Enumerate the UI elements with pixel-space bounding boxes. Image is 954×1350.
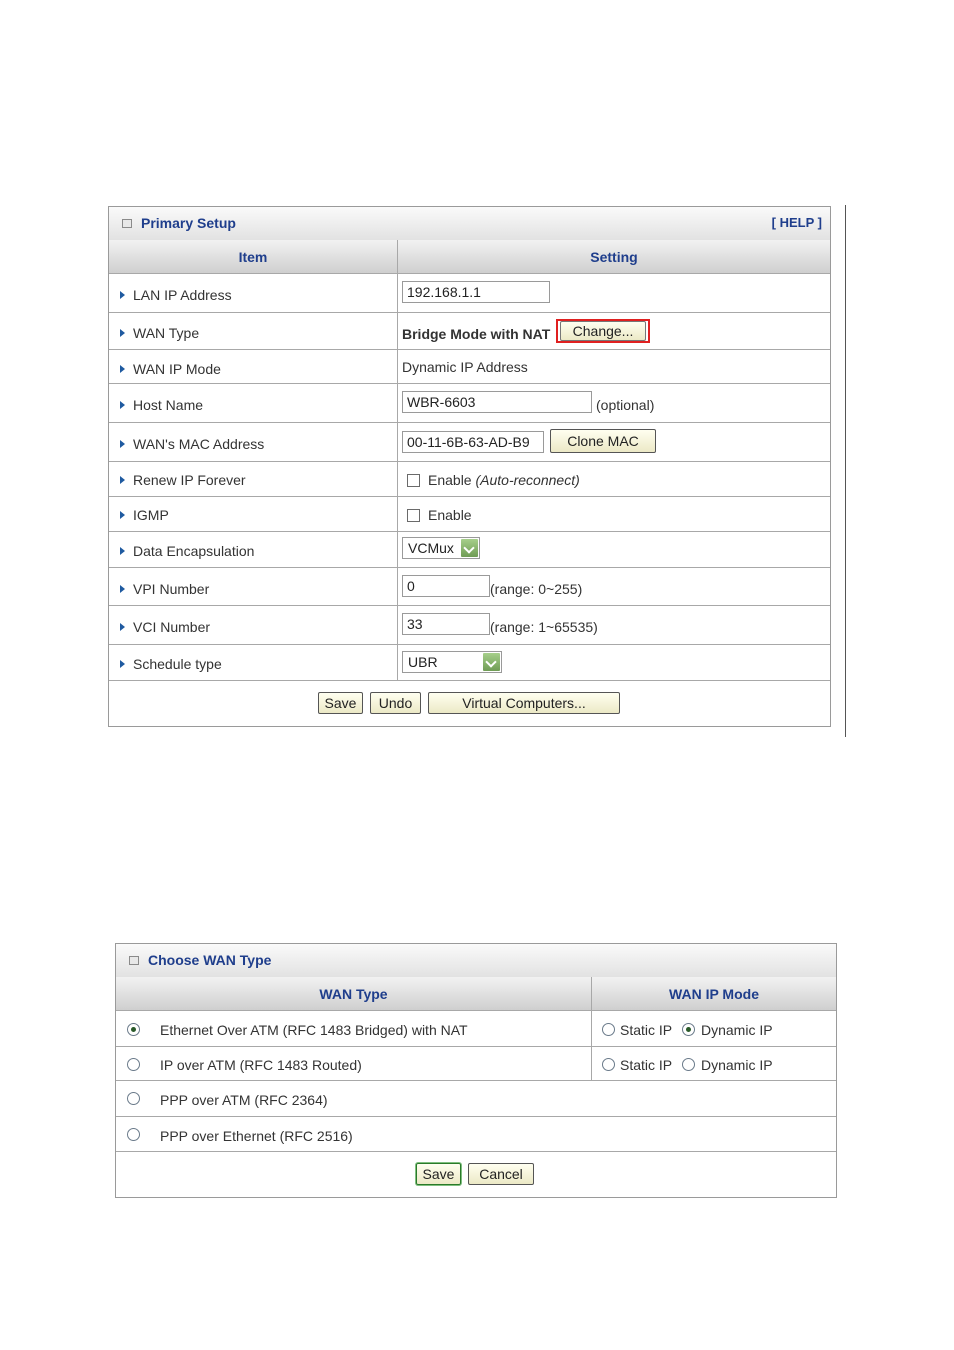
igmp-checkbox[interactable]	[407, 509, 420, 522]
dropdown-arrow-icon[interactable]	[483, 653, 500, 671]
wan-option-row	[116, 1081, 836, 1117]
wan-ip-mode-row	[109, 350, 830, 384]
wan-option-label: PPP over Ethernet (RFC 2516)	[160, 1128, 353, 1144]
lan-ip-label: LAN IP Address	[133, 287, 232, 303]
dynamic-ip-radio[interactable]	[682, 1023, 695, 1036]
static-ip-radio[interactable]	[602, 1023, 615, 1036]
static-ip-label: Static IP	[620, 1057, 673, 1073]
panel-title: Choose WAN Type	[148, 952, 272, 968]
wan-mac-label: WAN's MAC Address	[133, 436, 265, 452]
cancel-button[interactable]: Cancel	[468, 1163, 534, 1185]
column-header-item: Item	[109, 240, 397, 274]
wan-ip-mode-value: Dynamic IP Address	[402, 359, 528, 375]
choose-wan-titlebar	[116, 944, 836, 978]
vpi-label: VPI Number	[133, 581, 210, 597]
static-ip-label: Static IP	[620, 1022, 673, 1038]
wan-option-label: Ethernet Over ATM (RFC 1483 Bridged) with NAT	[160, 1022, 468, 1038]
vci-label: VCI Number	[133, 619, 211, 635]
wan-mac-row	[109, 423, 830, 462]
host-name-label: Host Name	[133, 397, 204, 413]
choose-wan-panel	[115, 943, 837, 1198]
lan-ip-row	[109, 274, 830, 313]
column-header-wan-ip-mode: WAN IP Mode	[591, 977, 836, 1011]
renew-ip-checkbox[interactable]	[407, 474, 420, 487]
save-button[interactable]: Save	[318, 692, 363, 714]
wan-type-label: WAN Type	[133, 325, 200, 341]
data-encap-label: Data Encapsulation	[133, 543, 255, 559]
static-ip-radio[interactable]	[602, 1058, 615, 1071]
host-name-row	[109, 384, 830, 423]
wan-type-radio[interactable]	[127, 1092, 140, 1105]
data-encap-value: VCMux	[408, 540, 454, 556]
column-header-setting: Setting	[397, 240, 830, 274]
bullet-arrow-icon	[120, 476, 125, 484]
primary-setup-titlebar	[109, 207, 830, 241]
wan-option-row	[116, 1011, 836, 1047]
wan-type-radio[interactable]	[127, 1058, 140, 1071]
igmp-label: IGMP	[133, 507, 169, 523]
bullet-arrow-icon	[120, 623, 125, 631]
schedule-row	[109, 645, 830, 681]
vpi-range-note: (range: 0~255)	[490, 581, 583, 597]
vci-range-note: (range: 1~65535)	[490, 619, 598, 635]
bullet-arrow-icon	[120, 511, 125, 519]
clone-mac-button[interactable]: Clone MAC	[550, 429, 656, 453]
wan-option-row	[116, 1117, 836, 1152]
renew-ip-row	[109, 462, 830, 497]
bullet-arrow-icon	[120, 291, 125, 299]
dynamic-ip-label: Dynamic IP	[701, 1022, 773, 1038]
page-divider-line	[845, 205, 846, 737]
wan-option-row	[116, 1047, 836, 1081]
wan-ip-mode-label: WAN IP Mode	[133, 361, 221, 377]
vpi-row	[109, 568, 830, 606]
renew-ip-enable-label: Enable	[428, 472, 472, 488]
vci-input[interactable]	[402, 613, 490, 635]
bullet-arrow-icon	[120, 660, 125, 668]
vci-row	[109, 606, 830, 645]
host-name-input[interactable]	[402, 391, 592, 413]
bullet-arrow-icon	[120, 329, 125, 337]
data-encap-select[interactable]	[402, 537, 480, 559]
host-name-note: (optional)	[596, 397, 655, 413]
wan-option-label: PPP over ATM (RFC 2364)	[160, 1092, 328, 1108]
igmp-enable-label: Enable	[428, 507, 472, 523]
bullet-arrow-icon	[120, 585, 125, 593]
panel-icon	[129, 956, 139, 965]
bullet-arrow-icon	[120, 365, 125, 373]
bullet-arrow-icon	[120, 547, 125, 555]
wan-option-label: IP over ATM (RFC 1483 Routed)	[160, 1057, 362, 1073]
change-wan-type-button[interactable]: Change...	[560, 321, 646, 341]
igmp-row	[109, 497, 830, 532]
panel-title: Primary Setup	[141, 215, 236, 231]
dynamic-ip-radio[interactable]	[682, 1058, 695, 1071]
virtual-computers-button[interactable]: Virtual Computers...	[428, 692, 620, 714]
undo-button[interactable]: Undo	[370, 692, 421, 714]
schedule-label: Schedule type	[133, 656, 222, 672]
bullet-arrow-icon	[120, 440, 125, 448]
wan-type-value: Bridge Mode with NAT	[402, 326, 551, 342]
schedule-select[interactable]	[402, 651, 502, 673]
wan-type-radio[interactable]	[127, 1023, 140, 1036]
primary-setup-panel	[108, 206, 831, 727]
dynamic-ip-label: Dynamic IP	[701, 1057, 773, 1073]
lan-ip-input[interactable]	[402, 281, 550, 303]
data-encap-row	[109, 532, 830, 568]
renew-ip-label: Renew IP Forever	[133, 472, 246, 488]
bullet-arrow-icon	[120, 401, 125, 409]
dropdown-arrow-icon[interactable]	[461, 539, 478, 557]
wan-type-row	[109, 313, 830, 350]
wan-mac-input[interactable]	[402, 431, 544, 453]
column-header-wan-type: WAN Type	[116, 977, 591, 1011]
schedule-value: UBR	[408, 654, 438, 670]
panel-icon	[122, 219, 132, 228]
renew-ip-note: (Auto-reconnect)	[475, 472, 580, 488]
wan-type-radio[interactable]	[127, 1128, 140, 1141]
vpi-input[interactable]	[402, 575, 490, 597]
save-button[interactable]: Save	[416, 1163, 461, 1185]
help-link[interactable]: [ HELP ]	[771, 215, 822, 230]
